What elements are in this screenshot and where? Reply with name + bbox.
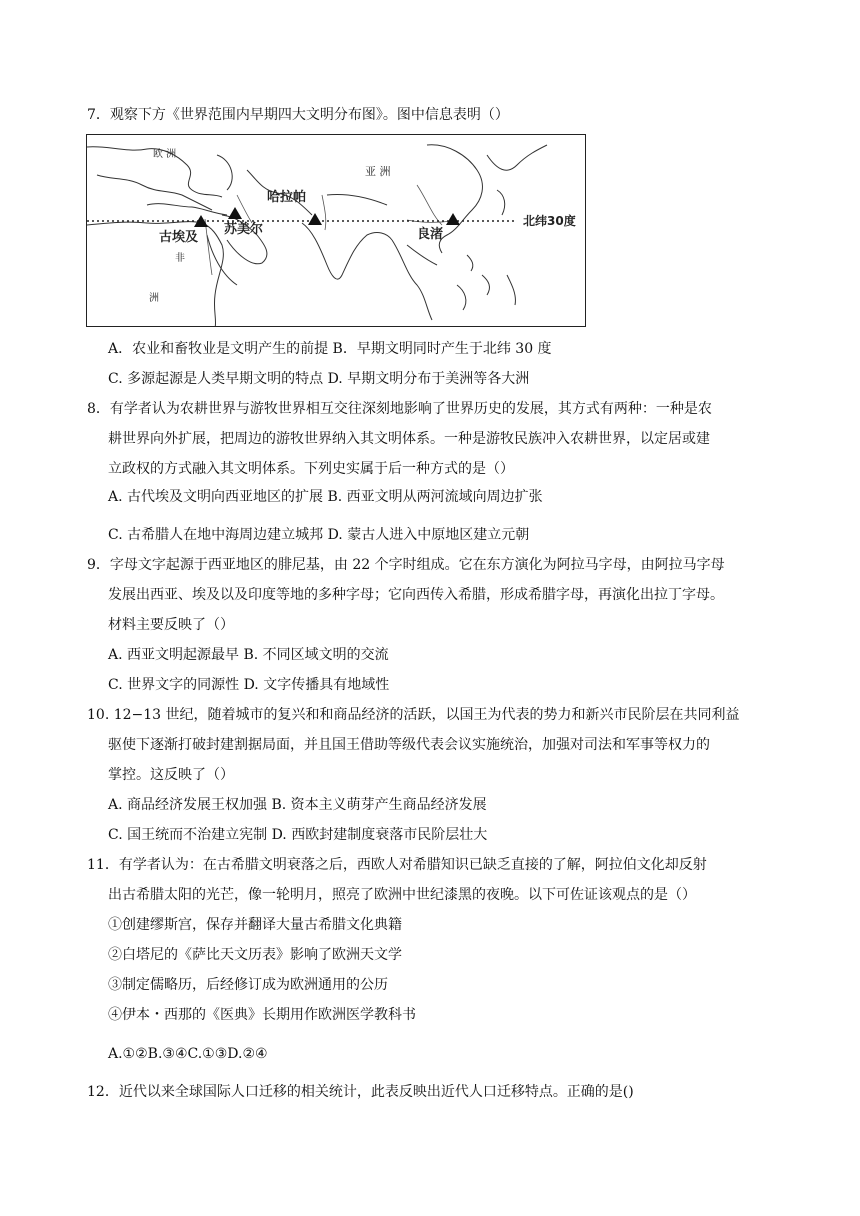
q9-options-line1: A. 西亚文明起源最早 B. 不同区域文明的交流 <box>108 647 389 663</box>
q9-stem-line3: 材料主要反映了（） <box>108 617 234 633</box>
q7-options-line1: A．农业和畜牧业是文明产生的前提 B．早期文明同时产生于北纬 30 度 <box>108 341 552 357</box>
q8-options-line1: A. 古代埃及文明向西亚地区的扩展 B. 西亚文明从两河流域向周边扩张 <box>108 489 543 505</box>
q8-options-line2: C. 古希腊人在地中海周边建立城邦 D. 蒙古人进入中原地区建立元朝 <box>108 527 530 543</box>
mesopotamia-marker <box>228 207 242 219</box>
harappa-label: 哈拉帕 <box>267 190 307 205</box>
q11-item2: ②白塔尼的《萨比天文历表》影响了欧洲天文学 <box>108 947 402 963</box>
q7-options-line2: C. 多源起源是人类早期文明的特点 D. 早期文明分布于美洲等各大洲 <box>108 371 530 387</box>
q11-item4: ④伊本・西那的《医典》长期用作欧洲医学教科书 <box>108 1007 416 1023</box>
europe-label: 欧 洲 <box>153 149 177 160</box>
world-civilization-map <box>86 134 586 327</box>
liangzhu-marker <box>446 213 460 225</box>
liangzhu-label: 良渚 <box>417 227 444 242</box>
q9-stem-line1: 9．字母文字起源于西亚地区的腓尼基，由 22 个字时组成。它在东方演化为阿拉马字母，由阿拉马字母 <box>87 557 725 573</box>
q11-options: A.①②B.③④C.①③D.②④ <box>108 1046 268 1062</box>
q11-stem-line2: 出古希腊太阳的光芒，像一轮明月，照亮了欧洲中世纪漆黑的夜晚。以下可佐证该观点的是（） <box>108 887 696 903</box>
q8-stem-line1: 8．有学者认为农耕世界与游牧世界相互交往深刻地影响了世界历史的发展，其方式有两种：一种是农 <box>87 401 712 417</box>
q10-stem-line2: 驱使下逐渐打破封建割据局面，并且国王借助等级代表会议实施统治，加强对司法和军事等权力的 <box>108 737 710 753</box>
africa-label-2: 洲 <box>149 293 159 304</box>
q11-stem-line1: 11．有学者认为：在古希腊文明衰落之后，西欧人对希腊知识已缺乏直接的了解，阿拉伯文化却反射 <box>87 857 707 873</box>
q8-stem-line3: 立政权的方式融入其文明体系。下列史实属于后一种方式的是（） <box>108 461 514 477</box>
q9-stem-line2: 发展出西亚、埃及以及印度等地的多种字母；它向西传入希腊，形成希腊字母，再演化出拉丁字母。 <box>108 587 724 603</box>
egypt-marker <box>194 215 208 227</box>
q12-stem: 12．近代以来全球国际人口迁移的相关统计，此表反映出近代人口迁移特点。正确的是() <box>87 1084 634 1100</box>
q8-stem-line2: 耕世界向外扩展，把周边的游牧世界纳入其文明体系。一种是游牧民族冲入农耕世界，以定居或建 <box>108 431 710 447</box>
q10-stem-line1: 10. 12−13 世纪，随着城市的复兴和和商品经济的活跃，以国王为代表的势力和新兴市民阶层在共同利益 <box>87 707 740 723</box>
asia-label: 亚 洲 <box>365 165 391 178</box>
africa-label-1: 非 <box>175 253 185 264</box>
mesopotamia-label: 苏美尔 <box>224 222 264 237</box>
q9-options-line2: C. 世界文字的同源性 D. 文字传播具有地域性 <box>108 677 390 693</box>
q10-options-line2: C. 国王统而不治建立宪制 D. 西欧封建制度衰落市民阶层壮大 <box>108 827 488 843</box>
q10-options-line1: A. 商品经济发展王权加强 B. 资本主义萌芽产生商品经济发展 <box>108 797 487 813</box>
q10-stem-line3: 掌控。这反映了（） <box>108 767 234 783</box>
q11-item1: ①创建缪斯宫，保存并翻译大量古希腊文化典籍 <box>108 917 402 933</box>
latitude-label: 北纬30度 <box>523 214 576 228</box>
q7-stem: 7．观察下方《世界范围内早期四大文明分布图》。图中信息表明（） <box>87 107 509 123</box>
harappa-marker <box>308 213 322 225</box>
q11-item3: ③制定儒略历，后经修订成为欧洲通用的公历 <box>108 977 388 993</box>
egypt-label: 古埃及 <box>159 230 199 245</box>
